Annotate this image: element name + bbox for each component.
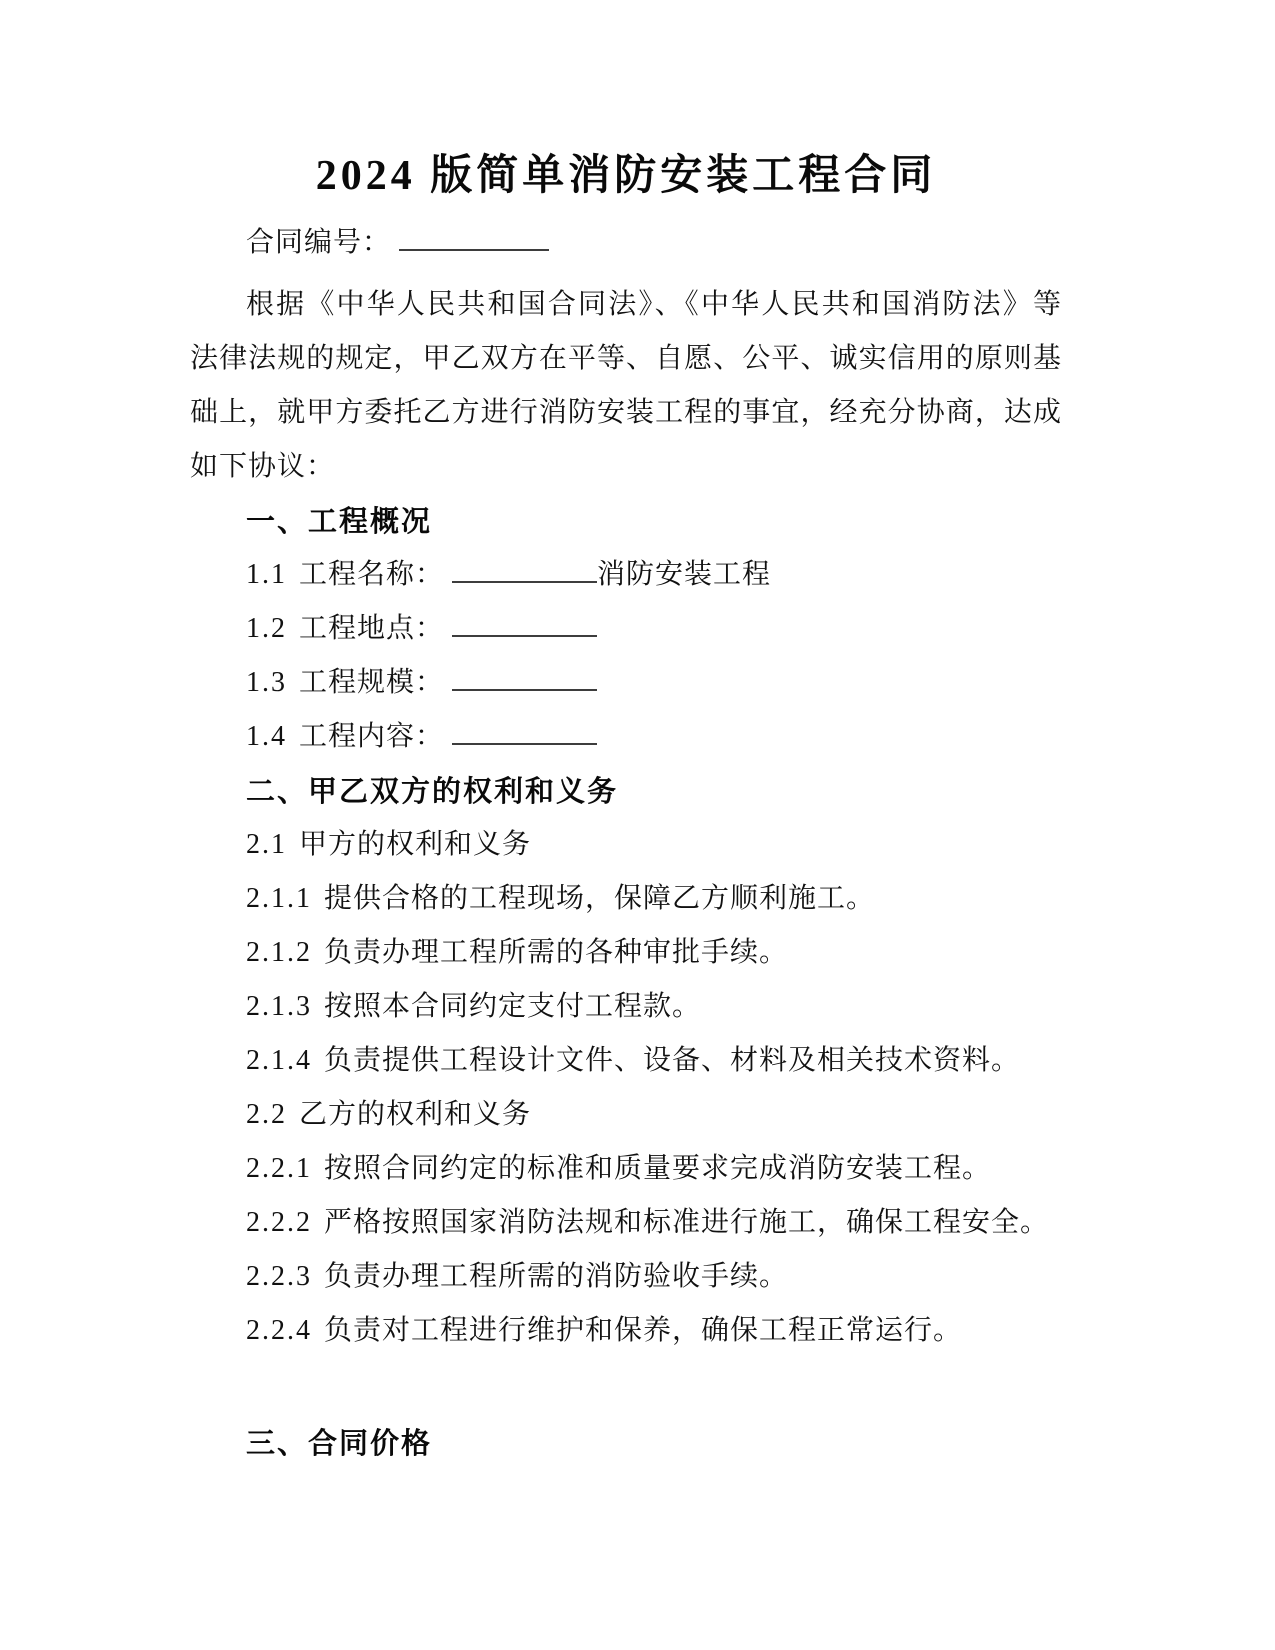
clause-number: 2.2.4	[246, 1315, 312, 1346]
fill-in-blank	[452, 553, 597, 583]
clause-number: 1.4	[246, 721, 287, 752]
clause-text: 严格按照国家消防法规和标准进行施工，确保工程安全。	[324, 1207, 1050, 1238]
clause-line-2-2-1	[190, 1142, 1062, 1196]
section-heading-1: 一、工程概况	[246, 504, 433, 538]
preamble-line: 法律法规的规定，甲乙双方在平等、自愿、公平、诚实信用的原则基	[190, 343, 1062, 374]
clause-text: 负责对工程进行维护和保养，确保工程正常运行。	[324, 1315, 963, 1346]
clause-text: 负责办理工程所需的各种审批手续。	[324, 937, 789, 968]
clause-number: 2.2.1	[246, 1153, 312, 1184]
contract-document	[190, 0, 1062, 1470]
clause-number: 2.1.2	[246, 937, 312, 968]
clause-line-2-2-4	[190, 1304, 1062, 1358]
clause-number: 2.1	[246, 829, 287, 860]
clause-number: 2.1.3	[246, 991, 312, 1022]
clause-line-2-1	[190, 818, 1062, 872]
clause-line-1-3	[190, 656, 1062, 710]
clause-text: 甲方的权利和义务	[299, 829, 532, 860]
clause-text: 提供合格的工程现场，保障乙方顺利施工。	[324, 883, 876, 914]
clause-text: 按照本合同约定支付工程款。	[324, 991, 702, 1022]
fill-in-blank	[452, 661, 597, 691]
fill-in-blank	[452, 715, 597, 745]
contract-number-line	[190, 216, 1062, 270]
contract-number-label: 合同编号：	[246, 227, 392, 258]
clause-line-2-2-2	[190, 1196, 1062, 1250]
preamble-line: 根据《中华人民共和国合同法》、《中华人民共和国消防法》等	[246, 289, 1062, 320]
clause-number: 1.1	[246, 559, 287, 590]
page-title: 2024 版简单消防安装工程合同	[315, 153, 937, 199]
clause-text: 乙方的权利和义务	[299, 1099, 532, 1130]
contract-number-blank	[399, 221, 549, 251]
clause-line-2-1-3	[190, 980, 1062, 1034]
clause-number: 2.2	[246, 1099, 287, 1130]
clause-line-1-1	[190, 548, 1062, 602]
clause-label: 工程内容：	[299, 721, 445, 752]
clause-line-2-1-1	[190, 872, 1062, 926]
preamble-line: 础上，就甲方委托乙方进行消防安装工程的事宜，经充分协商，达成	[190, 397, 1062, 428]
clause-label: 工程地点：	[299, 613, 445, 644]
clause-line-2-1-4	[190, 1034, 1062, 1088]
clause-label: 工程规模：	[299, 667, 445, 698]
clause-line-2-2-3	[190, 1250, 1062, 1304]
clause-text: 按照合同约定的标准和质量要求完成消防安装工程。	[324, 1153, 992, 1184]
clause-text: 负责办理工程所需的消防验收手续。	[324, 1261, 789, 1292]
clause-number: 2.1.4	[246, 1045, 312, 1076]
clause-number: 1.3	[246, 667, 287, 698]
clause-line-1-4	[190, 710, 1062, 764]
clause-number: 1.2	[246, 613, 287, 644]
clause-label: 工程名称：	[299, 559, 445, 590]
clause-line-2-1-2	[190, 926, 1062, 980]
section-heading-3: 三、合同价格	[246, 1426, 433, 1460]
preamble-line: 如下协议：	[190, 451, 336, 482]
clause-number: 2.2.2	[246, 1207, 312, 1238]
clause-suffix: 消防安装工程	[597, 559, 772, 590]
clause-number: 2.2.3	[246, 1261, 312, 1292]
clause-number: 2.1.1	[246, 883, 312, 914]
fill-in-blank	[452, 607, 597, 637]
clause-text: 负责提供工程设计文件、设备、材料及相关技术资料。	[324, 1045, 1021, 1076]
clause-line-2-2	[190, 1088, 1062, 1142]
section-heading-2: 二、甲乙双方的权利和义务	[246, 774, 619, 808]
clause-line-1-2	[190, 602, 1062, 656]
